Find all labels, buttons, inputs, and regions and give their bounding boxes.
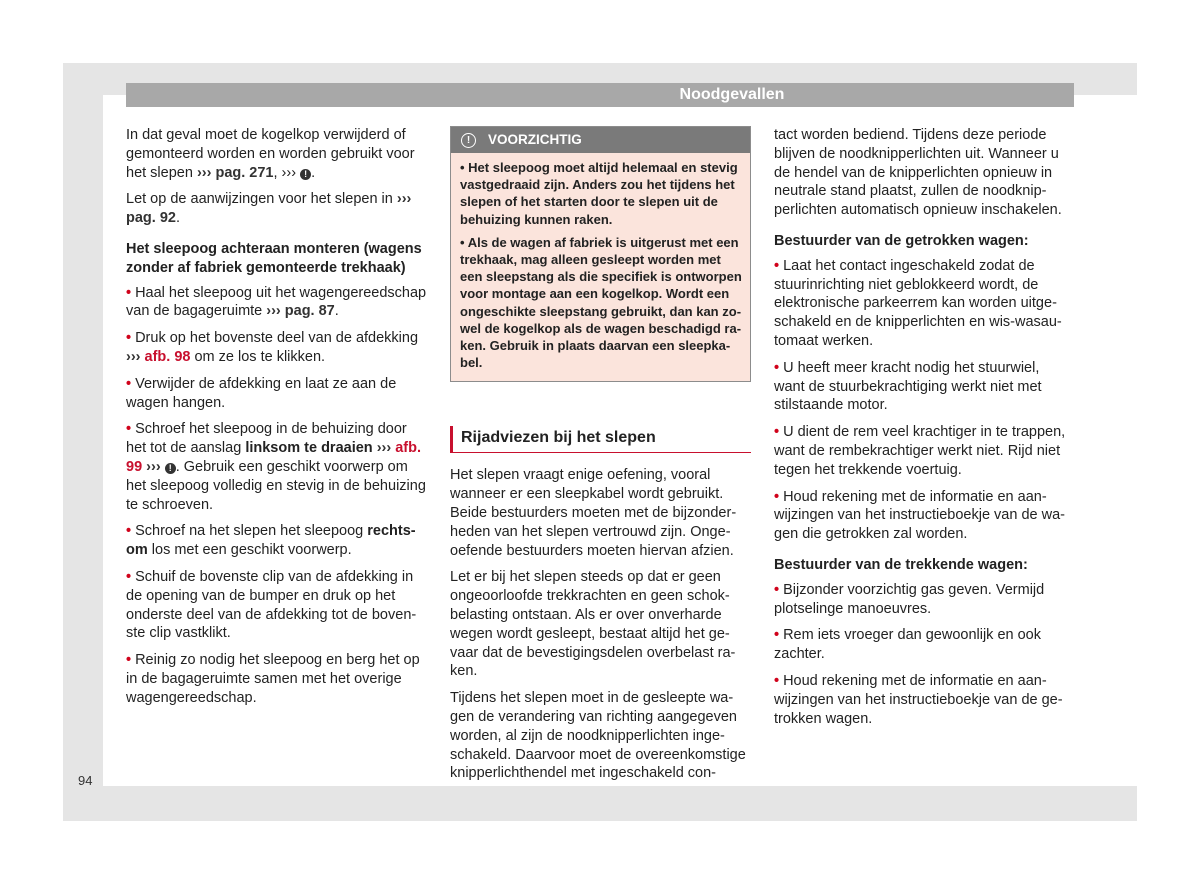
figure-reference-link[interactable]: afb. 98 [144, 348, 191, 365]
page-reference-link[interactable]: ››› pag. 271 [196, 164, 274, 181]
paragraph: tact worden bediend. Tijdens deze periode blijven de noodknipperlichten uit. Wanneer u de hendel van de knipperlichten opnieuw in neutrale stand plaatst, zullen de noodknipperlichten automatisch opnieuw inschakelen. [774, 127, 1062, 219]
bullet-icon: • [126, 284, 132, 301]
list-item: • Verwijder de afdekking en laat ze aan de wagen hangen. [126, 375, 397, 411]
bullet-icon: • [460, 160, 469, 175]
bullet-icon: • [126, 421, 132, 438]
caution-item: • Als de wagen af fabriek is uitgerust met een trekhaak, mag alleen gesleept worden met een sleepstang als die specifiek is ontworpen voor montage aan een kogelkop. Wordt een ongeschikte sleepstang gebruikt, dan kan zowel de kogelkop als de wagen beschadigd raken. Gebruik in plaats daarvan een sleepkabel. [460, 234, 742, 371]
paragraph: In dat geval moet de kogelkop verwijderd of gemonteerd worden en worden gebruikt voor het slepen ››› pag. 271, ››› ! . [126, 127, 415, 181]
bullet-icon: • [774, 672, 780, 689]
list-item: • Houd rekening met de informatie en aanwijzingen van het instructieboekje van de wagen die getrokken zal worden. [774, 488, 1065, 543]
list-item: • Schroef het sleepoog in de behuizing door het tot de aanslag linksom te draaien ››› afb. 99 ››› ! . Gebruik een geschikt voorwerp om het sleepoog volledig en stevig in de behuizing te schroeven. [126, 421, 426, 513]
list-item: • Reinig zo nodig het sleepoog en berg het op in de bagageruimte samen met het overige wagengereedschap. [126, 652, 420, 706]
subsection-heading: Bestuurder van de getrokken wagen: [774, 232, 1029, 249]
paragraph: Het slepen vraagt enige oefening, vooral wanneer er een sleepkabel wordt gebruikt. Beide bestuurders moeten met de bijzonderheden van het slepen vertrouwd zijn. Ongeoefende bestuurders moeten hiervan afzien. [450, 467, 737, 559]
paragraph: Let er bij het slepen steeds op dat er geen ongeoorloofde trekkrachten en geen schokbelasting ontstaan. Als er over onverharde wegen wordt gesleept, bestaat altijd het gevaar dat de bevestigingsdelen overbelast raken. [450, 569, 736, 680]
column-right [774, 126, 1074, 736]
paragraph: Let op de aanwijzingen voor het slepen in ››› pag. 92. [126, 191, 412, 227]
subsection-heading: Bestuurder van de trekkende wagen: [774, 556, 1028, 573]
bullet-icon: • [774, 581, 780, 598]
bullet-icon: • [774, 627, 780, 644]
list-item: • Schroef na het slepen het sleepoog rechtsom los met een geschikt voorwerp. [126, 523, 416, 559]
bullet-icon: • [126, 652, 132, 669]
list-item: • Schuif de bovenste clip van de afdekking in de opening van de bumper en druk op het onderste deel van de afdekking tot de bovenste clip vastklikt. [126, 568, 417, 642]
caution-title: VOORZICHTIG [488, 132, 582, 147]
list-item: • Laat het contact ingeschakeld zodat de stuurinrichting niet geblokkeerd wordt, de elektronische parkeerrem kan worden uitgeschakeld en de knipperlichten en wis-wasautomaat werken. [774, 257, 1062, 349]
page-number: 94 [78, 773, 93, 788]
column-middle [450, 126, 751, 791]
chapter-header [126, 83, 1074, 107]
arrow-reference-icon: ››› [146, 458, 161, 475]
arrow-reference-icon: ››› [126, 348, 141, 365]
caution-header [451, 127, 750, 153]
caution-body [451, 153, 750, 381]
caution-box [450, 126, 751, 382]
bullet-icon: • [774, 424, 780, 441]
caution-item: • Het sleepoog moet altijd helemaal en stevig vastgedraaid zijn. Anders zou het tijdens het slepen of het starten door te slepen uit de behuizing kunnen raken. [460, 160, 738, 227]
bullet-icon: • [126, 523, 132, 540]
warning-icon[interactable]: ! [300, 169, 311, 180]
arrow-reference-icon: ››› [376, 440, 392, 457]
list-item: • Rem iets vroeger dan gewoonlijk en ook zachter. [774, 627, 1041, 663]
section-body [450, 466, 751, 783]
caution-icon: ! [461, 133, 476, 148]
bullet-icon: • [460, 234, 468, 250]
bullet-icon: • [774, 488, 780, 505]
bullet-icon: • [774, 257, 780, 274]
paragraph: Tijdens het slepen moet in de gesleepte wagen de verandering van richting aangegeven worden, al zijn de noodknipperlichten ingeschakeld. Daarvoor moet de overeenkomstige knipperlichthendel met ingeschakeld con- [450, 690, 746, 782]
bullet-icon: • [126, 568, 132, 585]
list-item: • Houd rekening met de informatie en aanwijzingen van het instructieboekje van de getrokken wagen. [774, 672, 1063, 727]
column-left [126, 126, 428, 716]
list-item: • U heeft meer kracht nodig het stuurwiel, want de stuurbekrachtiging werkt niet met stilstaande motor. [774, 359, 1042, 414]
page-reference-link[interactable]: ››› pag. 87 [266, 303, 335, 320]
list-item: • Druk op het bovenste deel van de afdekking ››› afb. 98 om ze los te klikken. [126, 330, 419, 365]
subsection-heading: Het sleepoog achteraan monteren (wagens zonder af fabriek gemonteerde trekhaak) [126, 240, 422, 276]
list-item: • Bijzonder voorzichtig gas geven. Vermijd plotselinge manoeuvres. [774, 581, 1045, 617]
list-item: • Haal het sleepoog uit het wagengereedschap van de bagageruimte ››› pag. 87. [126, 284, 427, 320]
page-reference-link[interactable]: ››› pag. 92 [126, 191, 412, 227]
chapter-title: Noodgevallen [679, 86, 785, 103]
bullet-icon: • [126, 375, 132, 392]
bullet-icon: • [126, 330, 132, 347]
section-title: Rijadviezen bij het slepen [450, 426, 751, 453]
warning-icon[interactable]: ! [165, 463, 176, 474]
list-item: • U dient de rem veel krachtiger in te trappen, want de rembekrachtiger werkt niet. Rijd niet tegen het trekkende voertuig. [774, 424, 1066, 478]
bullet-icon: • [774, 359, 780, 376]
figure-reference-link[interactable]: afb. 99 [126, 440, 421, 475]
